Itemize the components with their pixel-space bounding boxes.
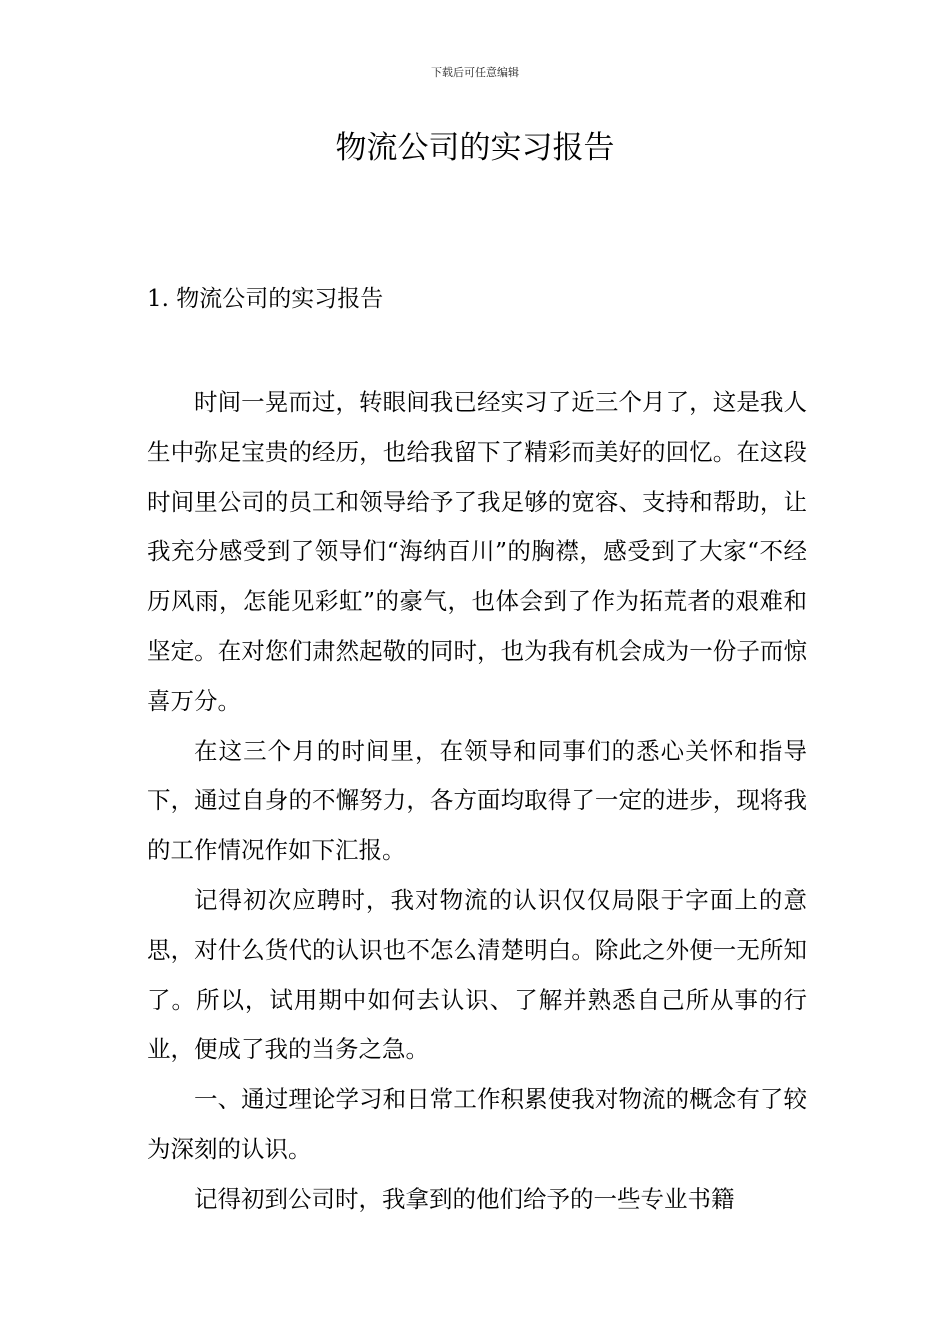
body-text <box>147 378 807 1225</box>
paragraph: 记得初次应聘时，我对物流的认识仅仅局限于字面上的意思，对什么货代的认识也不怎么清楚明白。除此之外便一无所知了。所以，试用期中如何去认识、了解并熟悉自己所从事的行业，便成了我的当务之急。 <box>147 885 807 1064</box>
paragraph: 在这三个月的时间里，在领导和同事们的悉心关怀和指导下，通过自身的不懈努力，各方面均取得了一定的进步，现将我的工作情况作如下汇报。 <box>147 736 807 865</box>
paragraph: 时间一晃而过，转眼间我已经实习了近三个月了，这是我人生中弥足宝贵的经历，也给我留下了精彩而美好的回忆。在这段时间里公司的员工和领导给予了我足够的宽容、支持和帮助，让我充分感受到了领导们“海纳百川”的胸襟，感受到了大家“不经历风雨，怎能见彩虹”的豪气，也体会到了作为拓荒者的艰难和坚定。在对您们肃然起敬的同时，也为我有机会成为一份子而惊喜万分。 <box>147 388 807 715</box>
header-note: 下载后可任意编辑 <box>431 66 519 79</box>
paragraph: 一、通过理论学习和日常工作积累使我对物流的概念有了较为深刻的认识。 <box>147 1085 807 1163</box>
document-title: 物流公司的实习报告 <box>335 130 615 166</box>
section-heading: 1. 物流公司的实习报告 <box>147 286 384 312</box>
paragraph: 记得初到公司时，我拿到的他们给予的一些专业书籍 <box>194 1184 735 1213</box>
